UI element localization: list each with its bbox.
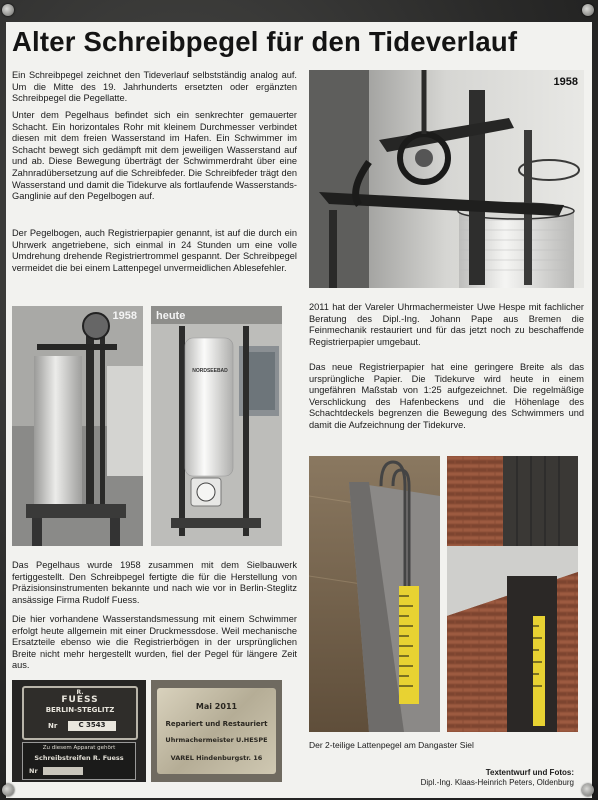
- fuess-name: FUESS: [61, 695, 99, 705]
- photo-caption: Der 2-teilige Lattenpegel am Dangaster Siel: [309, 740, 474, 750]
- staff-gauge-shaft-illustration: [447, 456, 578, 732]
- credits-heading: Textentwurf und Fotos:: [485, 768, 574, 777]
- hespe-plate-photo: [151, 680, 282, 782]
- hespe-line3: Uhrmachermeister U.HESPE: [165, 736, 268, 744]
- paper-paragraph: Das neue Registrierpapier hat eine geringere Breite als das ursprüngliche Papier. Die Tidekurve wird heute in einem ungefähren Maßstab von 1:25 aufgezeichnet. Die regelmäßige Verschlickung des Hafenbeckens und die Höhenlage des Schachtdeckels begrenzen die Bewegung des Schwimmers und damit die Aufzeichnung der Tidekurve.: [309, 362, 584, 430]
- hespe-plate: [157, 688, 276, 774]
- fuess-nameplate-photo: [12, 680, 146, 782]
- page-title: Alter Schreibpegel für den Tideverlauf: [12, 26, 518, 57]
- gauge-1958-illustration: [12, 306, 143, 546]
- mechanism-photo-1958: [309, 70, 584, 288]
- screw-icon: [2, 784, 14, 796]
- year-label-top: 1958: [553, 76, 578, 88]
- fuess-plate: [22, 686, 138, 740]
- year-label-left: 1958: [112, 310, 137, 322]
- screw-icon: [2, 4, 14, 16]
- intro-paragraph: Ein Schreibpegel zeichnet den Tideverlauf selbstständig analog auf. Um die Mitte des 19. Jahrhunderts ersetzten oder ergänzten Schreibpegel die Pegellatte.: [12, 70, 297, 104]
- fuess-serial: C 3543: [68, 721, 116, 731]
- today-label: heute: [156, 310, 186, 322]
- paper-plate-line2: Schreibstreifen R. Fuess: [34, 754, 124, 762]
- restoration-paragraph: 2011 hat der Vareler Uhrmachermeister Uwe Hespe mit fachlicher Beratung des Dipl.-Ing. Johann Pape aus Bremen die Feinmechanik restauriert und für das jetzt noch zu beschaffende Registrierpapier umgebaut.: [309, 302, 584, 347]
- fuess-city: BERLIN-STEGLITZ: [45, 706, 115, 714]
- paper-plate-line1: Zu diesem Apparat gehört: [42, 745, 116, 751]
- hespe-line2: Repariert und Restauriert: [165, 720, 268, 728]
- measurement-paragraph: Die hier vorhandene Wasserstandsmessung mit einem Schwimmer erfolgt heute allgemein mit einer Druckmessdose. Weil mechanische Ersatzteile ebenso wie die Registrierbögen in der ursprünglichen Breite nicht mehr hergestellt wurden, fiel der Pegel für längere Zeit aus.: [12, 614, 297, 671]
- history-paragraph: Das Pegelhaus wurde 1958 zusammen mit dem Sielbauwerk fertiggestellt. Den Schreibpegel fertigte die für die Herstellung von Präzisionsinstrumenten bekannte und nach wie vor in Berlin-Steglitz ansässige Firma Rudolf Fuess.: [12, 560, 297, 605]
- drum-label: NORDSEEBAD: [192, 368, 228, 374]
- screw-icon: [582, 4, 594, 16]
- fuess-r: R.: [76, 689, 84, 696]
- gauge-photo-today: [151, 306, 282, 546]
- screw-icon: [582, 784, 594, 796]
- staff-gauge-photo-shaft: [447, 456, 578, 732]
- drum-paragraph: Der Pegelbogen, auch Registrierpapier genannt, ist auf die durch ein Uhrwerk angetriebene, sich einmal in 24 Stunden um eine volle Umdrehung drehende Registriertrommel gespannt. Der Schreibpegel vermeidet die bei einem Lattenpegel unvermeidlichen Ablesefehler.: [12, 228, 297, 273]
- fuess-nr-label: Nr: [48, 722, 58, 730]
- gauge-today-illustration: [151, 306, 282, 546]
- staff-gauge-photo-water: [309, 456, 440, 732]
- paper-plate: [22, 742, 136, 780]
- mechanism-illustration: [309, 70, 584, 288]
- hespe-line1: Mai 2011: [195, 702, 238, 711]
- paper-plate-field: [43, 767, 83, 775]
- staff-gauge-water-illustration: [309, 456, 440, 732]
- gauge-photo-1958: [12, 306, 143, 546]
- credits-author: Dipl.-Ing. Klaas-Heinrich Peters, Oldenburg: [420, 778, 574, 787]
- hespe-line4: VAREL Hindenburgstr. 16: [170, 754, 263, 762]
- shaft-paragraph: Unter dem Pegelhaus befindet sich ein senkrechter gemauerter Schacht. Ein horizontales Rohr mit kleinem Durchmesser verbindet diesen mit dem freien Wasserstand im Hafen. Ein Schwimmer im Schacht bewegt sich gedämpft mit dem jeweiligen Wasserstand auf und ab. Diese Bewegung überträgt der Schwimmerdraht über eine Zahnradübersetzung auf die Schreibfeder. Die Schreibfeder trägt den Wasserstand und damit die Tidekurve als fortlaufende Wasserstands-Ganglinie auf den Pegelbogen auf.: [12, 110, 297, 202]
- paper-plate-line3: Nr: [29, 767, 38, 775]
